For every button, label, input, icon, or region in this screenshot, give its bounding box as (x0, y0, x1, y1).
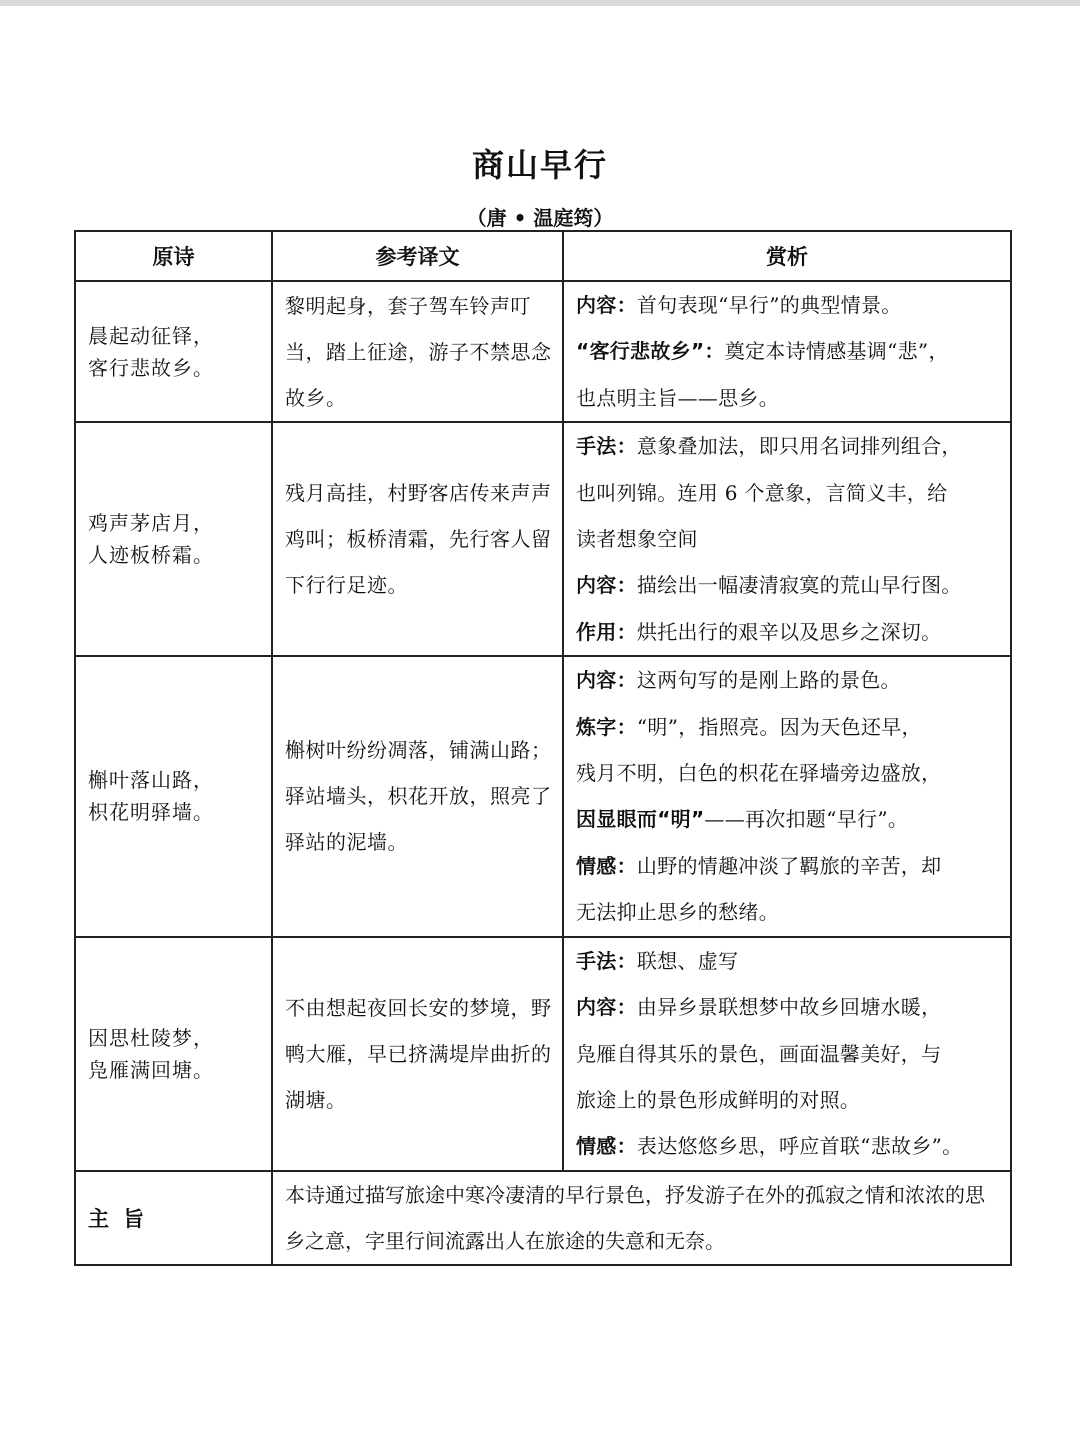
poem-author: （唐 • 温庭筠） (466, 206, 614, 230)
header-poem: 原诗 (75, 231, 272, 281)
theme-text: 本诗通过描写旅途中寒冷凄清的早行景色，抒发游子在外的孤寂之情和浓浓的思乡之意，字里行间流露出人在旅途的失意和无奈。 (272, 1171, 1011, 1265)
theme-label: 主旨 (75, 1171, 272, 1265)
table-row (75, 656, 1011, 936)
poem-line: 凫雁满回塘。 (88, 1057, 214, 1082)
poem-line: 客行悲故乡。 (88, 355, 214, 380)
poem-line: 槲叶落山路， (88, 768, 214, 793)
poem-cell (75, 656, 272, 936)
poem-line: 鸡声茅店月， (88, 511, 214, 536)
top-border (0, 0, 1080, 6)
theme-row (75, 1171, 1011, 1265)
table-row (75, 422, 1011, 656)
poem-cell (75, 937, 272, 1171)
header-translation: 参考译文 (272, 231, 563, 281)
poem-cell (75, 422, 272, 656)
poem-line: 枳花明驿墙。 (88, 800, 214, 825)
translation-cell: 不由想起夜回长安的梦境，野鸭大雁，早已挤满堤岸曲折的湖塘。 (272, 937, 563, 1171)
poem-line: 因思杜陵梦， (88, 1025, 214, 1050)
appreciation-cell: 手法：联想、虚写 内容：由异乡景联想梦中故乡回塘水暖， 凫雁自得其乐的景色，画面温馨美好，与 旅途上的景色形成鲜明的对照。 情感：表达悠悠乡思，呼应首联“悲故乡”。 (563, 937, 1011, 1171)
poem-table (74, 230, 1012, 1266)
table-row (75, 937, 1011, 1171)
appreciation-cell: 内容：这两句写的是刚上路的景色。 炼字：“明”，指照亮。因为天色还早， 残月不明，白色的枳花在驿墙旁边盛放， 因显眼而“明”——再次扣题“早行”。 情感：山野的情趣冲淡了羁旅的辛苦，却 无法抑止思乡的愁绪。 (563, 656, 1011, 936)
table-row (75, 281, 1011, 422)
poem-title: 商山早行 (471, 146, 608, 184)
poem-line: 晨起动征铎， (88, 323, 214, 348)
header-appreciation: 赏析 (563, 231, 1011, 281)
header-row (75, 231, 1011, 281)
appreciation-cell: 手法：意象叠加法，即只用名词排列组合， 也叫列锦。连用 6 个意象，言简义丰，给 读者想象空间 内容：描绘出一幅凄清寂寞的荒山早行图。 作用：烘托出行的艰辛以及思乡之深切。 (563, 422, 1011, 656)
translation-cell: 黎明起身，套子驾车铃声叮当，踏上征途，游子不禁思念故乡。 (272, 281, 563, 422)
translation-cell: 槲树叶纷纷凋落，铺满山路；驿站墙头，枳花开放，照亮了驿站的泥墙。 (272, 656, 563, 936)
translation-cell: 残月高挂，村野客店传来声声鸡叫；板桥清霜，先行客人留下行行足迹。 (272, 422, 563, 656)
poem-cell (75, 281, 272, 422)
appreciation-cell: 内容：首句表现“早行”的典型情景。 “客行悲故乡”：奠定本诗情感基调“悲”， 也点明主旨——思乡。 (563, 281, 1011, 422)
poem-line: 人迹板桥霜。 (88, 543, 214, 568)
